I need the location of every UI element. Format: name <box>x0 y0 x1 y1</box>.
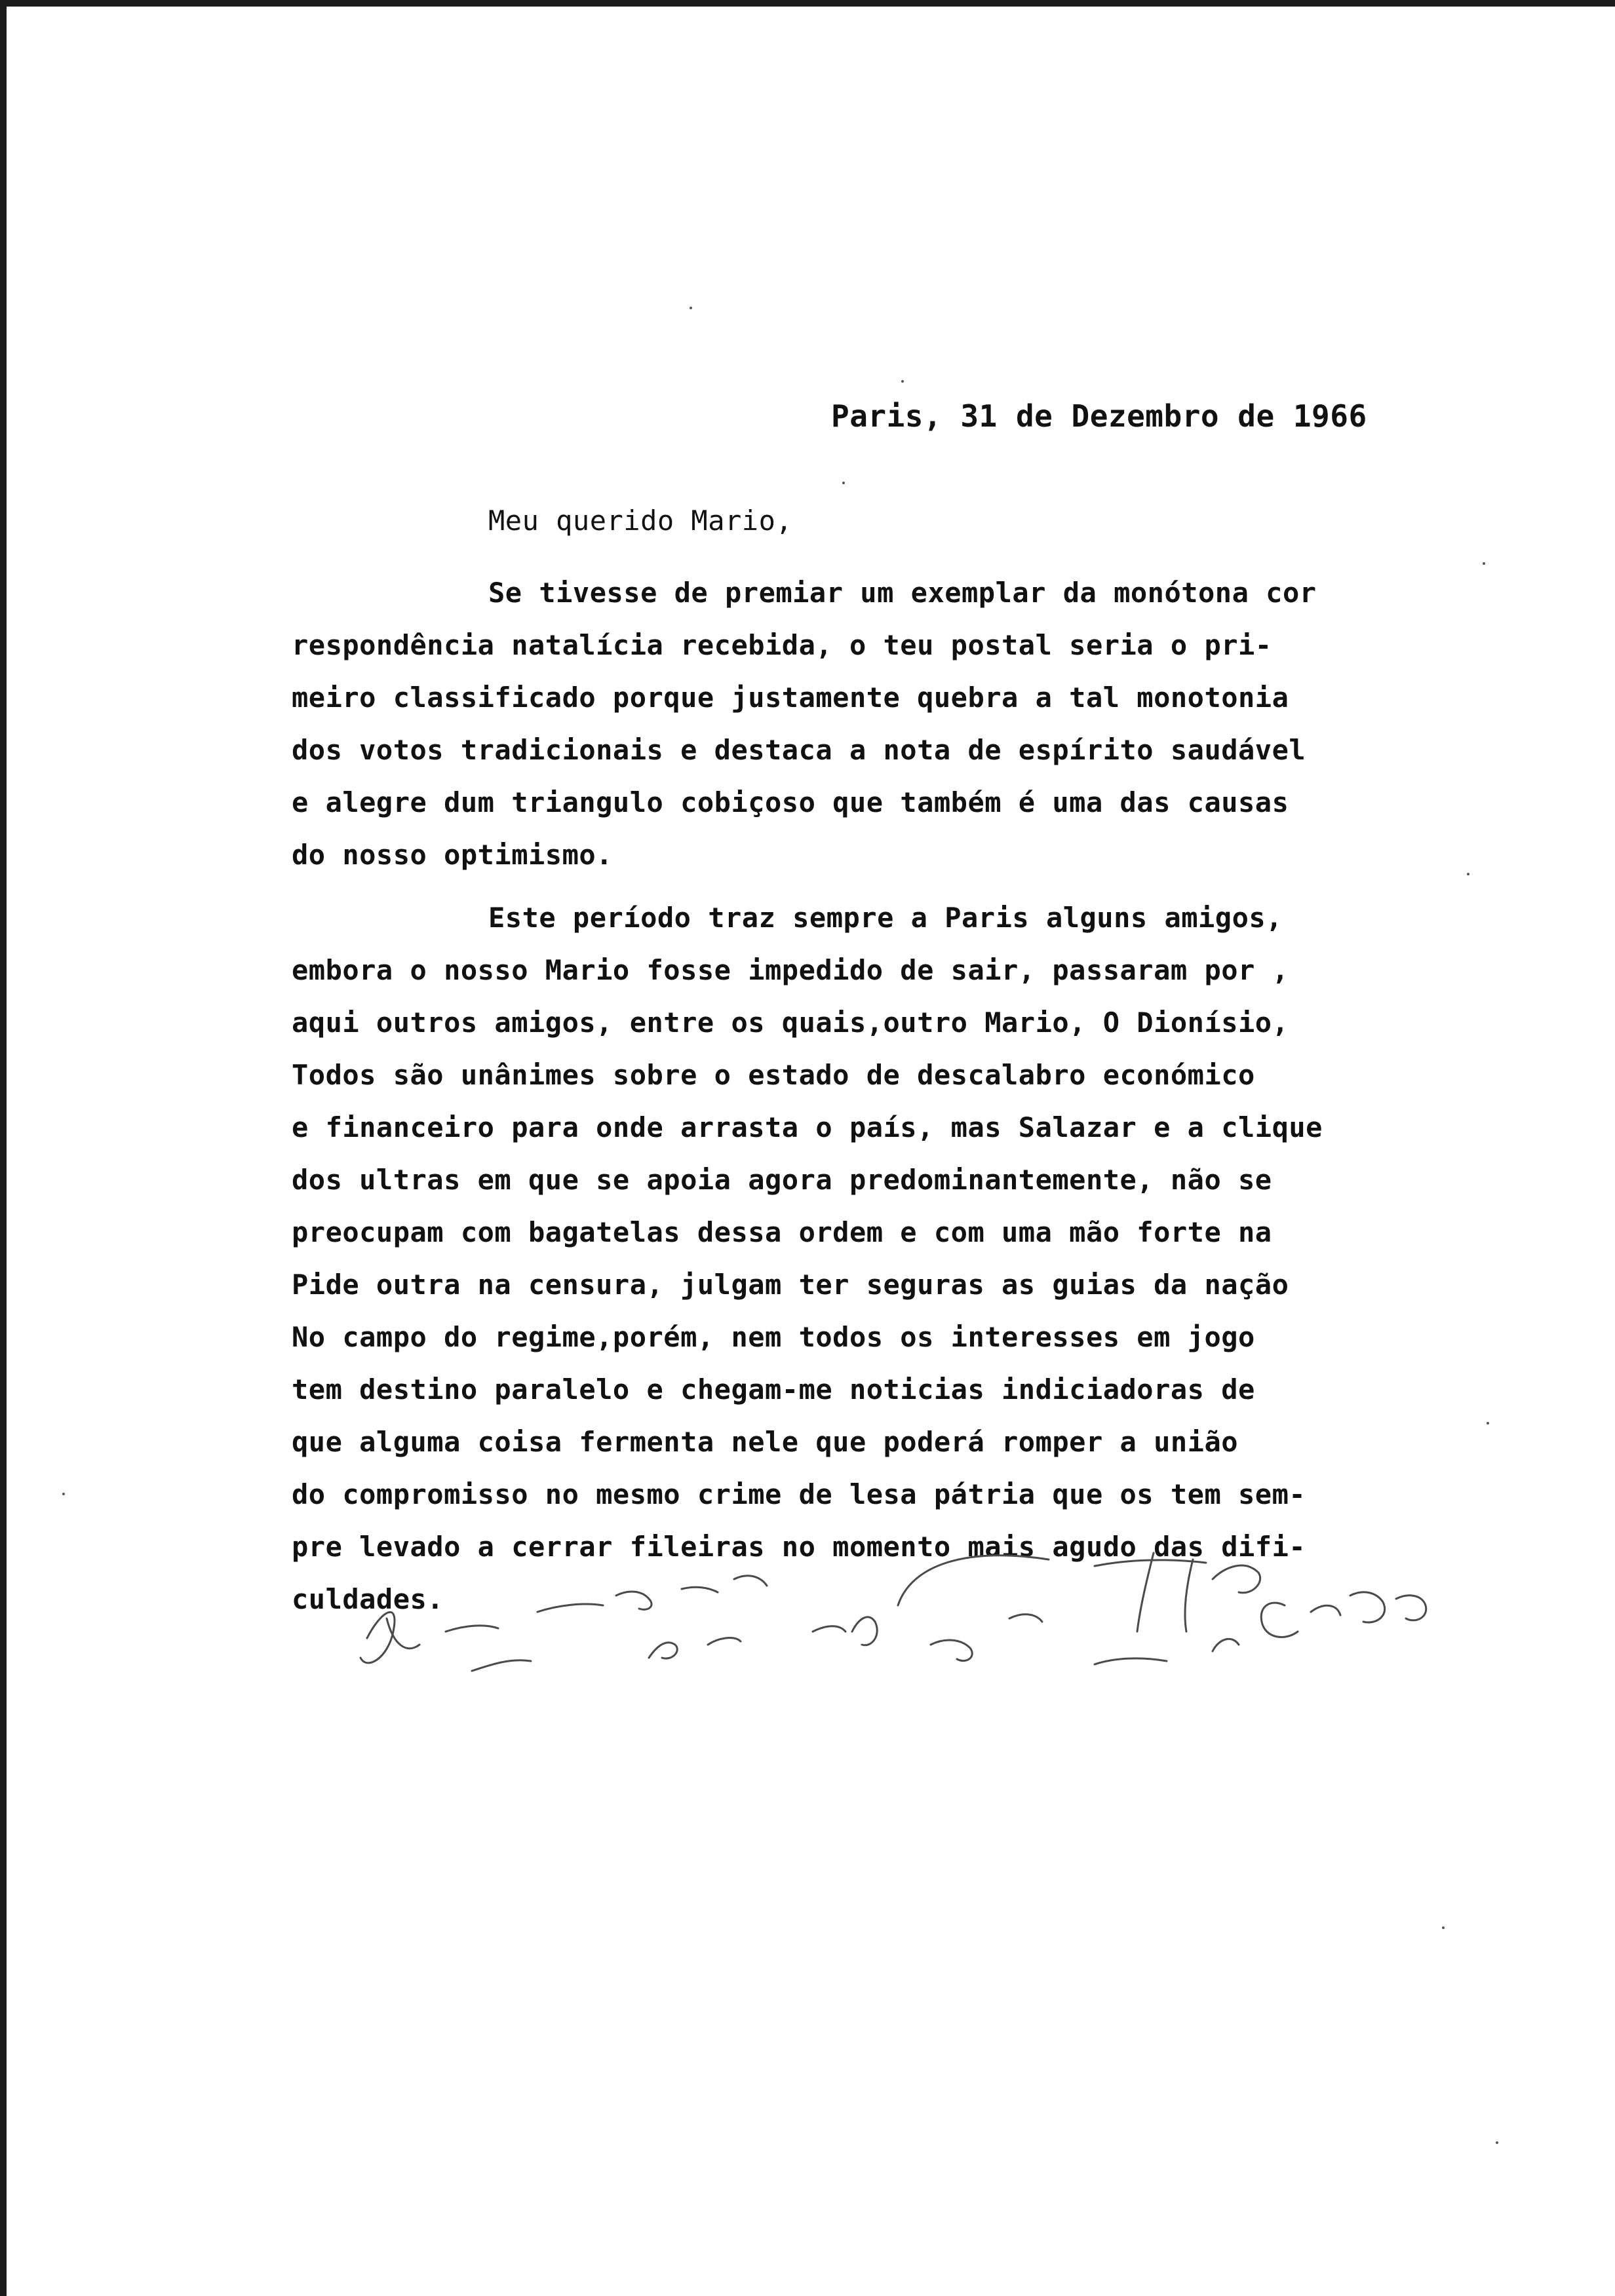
scan-speck <box>1496 2141 1498 2144</box>
body-line: respondência natalícia recebida, o teu postal seria o pri- <box>292 629 1272 661</box>
scan-speck <box>1483 562 1485 565</box>
letter-salutation: Meu querido Mario, <box>488 505 793 537</box>
body-line: tem destino paralelo e chegam-me noticias indiciadoras de <box>292 1373 1255 1406</box>
body-line: dos ultras em que se apoia agora predominantemente, não se <box>292 1164 1272 1196</box>
scan-speck <box>62 1493 65 1495</box>
handwritten-signature <box>341 1540 1481 1710</box>
body-line: embora o nosso Mario fosse impedido de sair, passaram por , <box>292 954 1289 986</box>
scan-speck <box>1442 1926 1445 1929</box>
scan-speck <box>1487 1422 1489 1425</box>
letter-date: Paris, 31 de Dezembro de 1966 <box>831 398 1367 434</box>
body-line: culdades. <box>292 1583 444 1615</box>
body-line: aqui outros amigos, entre os quais,outro Mario, O Dionísio, <box>292 1006 1289 1039</box>
body-line: do compromisso no mesmo crime de lesa pátria que os tem sem- <box>292 1478 1306 1510</box>
scan-speck <box>901 380 904 383</box>
scan-border-top <box>0 0 1615 7</box>
scan-speck <box>690 307 692 309</box>
body-line: e alegre dum triangulo cobiçoso que também é uma das causas <box>292 786 1289 818</box>
scan-border-left <box>0 0 7 2296</box>
body-line: que alguma coisa fermenta nele que poderá romper a união <box>292 1426 1239 1458</box>
body-line: pre levado a cerrar fileiras no momento mais agudo das difi- <box>292 1531 1306 1563</box>
body-line: Este período traz sempre a Paris alguns amigos, <box>488 902 1283 934</box>
scan-speck <box>1467 873 1469 875</box>
body-line: dos votos tradicionais e destaca a nota de espírito saudável <box>292 734 1306 766</box>
body-line: e financeiro para onde arrasta o país, mas Salazar e a clique <box>292 1111 1323 1143</box>
body-line: do nosso optimismo. <box>292 839 613 871</box>
scan-speck <box>842 482 845 484</box>
body-line: meiro classificado porque justamente quebra a tal monotonia <box>292 681 1289 714</box>
body-line: No campo do regime,porém, nem todos os interesses em jogo <box>292 1321 1255 1353</box>
body-line: Pide outra na censura, julgam ter seguras as guias da nação <box>292 1269 1289 1301</box>
body-line: Se tivesse de premiar um exemplar da monótona cor <box>488 577 1317 609</box>
body-line: Todos são unânimes sobre o estado de descalabro económico <box>292 1059 1255 1091</box>
body-line: preocupam com bagatelas dessa ordem e com uma mão forte na <box>292 1216 1272 1248</box>
